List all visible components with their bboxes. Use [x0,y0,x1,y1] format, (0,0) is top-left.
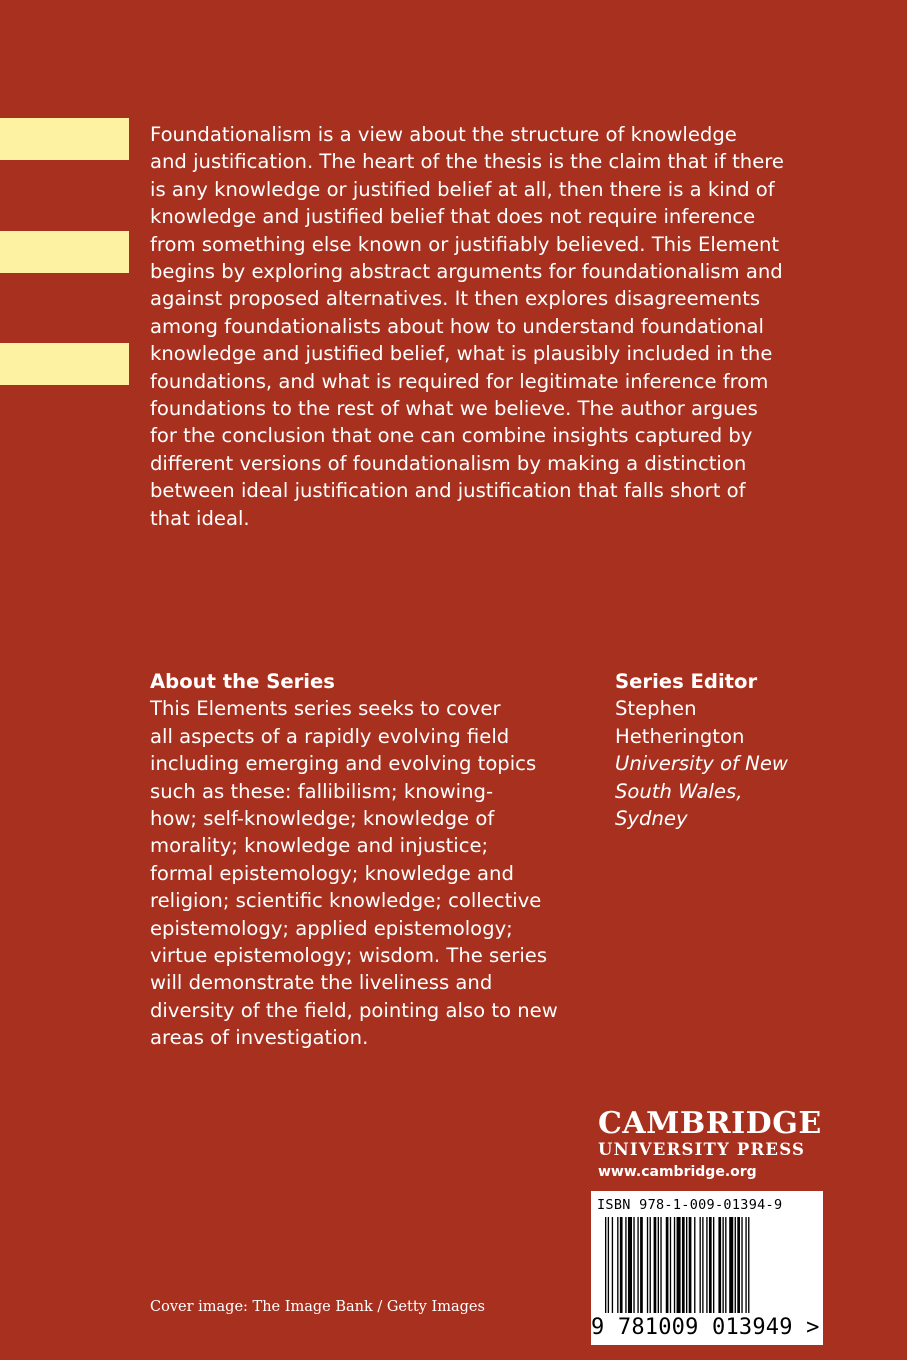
description-line: knowledge and justified belief, what is plausibly included in the [150,342,773,366]
description-line: Foundationalism is a view about the structure of knowledge [150,123,737,146]
description-line: is any knowledge or justified belief at all, then there is a kind of [150,177,775,201]
publisher-logo [598,1108,824,1182]
description-line: different versions of foundationalism by making a distinction [150,451,747,475]
series-editor-section [615,668,855,832]
editor-affiliation-line: South Wales, [615,779,743,803]
series-line: epistemology; applied epistemology; [150,916,513,940]
description-line: between ideal justification and justification that falls short of [150,479,746,503]
series-line: formal epistemology; knowledge and [150,861,514,885]
series-line: how; self-knowledge; knowledge of [150,807,495,831]
publisher-url: www.cambridge.org [598,1164,757,1180]
series-editor-heading: Series Editor [615,670,758,693]
publisher-name: CAMBRIDGE [598,1106,822,1141]
cover-image-credit: Cover image: The Image Bank / Getty Images [150,1299,485,1315]
description-line: foundations, and what is required for legitimate inference from [150,369,769,393]
editor-name-line: Hetherington [615,724,745,748]
series-line: areas of investigation. [150,1026,369,1050]
book-description [150,121,850,532]
series-line: diversity of the field, pointing also to new [150,998,558,1022]
description-line: from something else known or justifiably believed. This Element [150,232,780,256]
description-line: knowledge and justified belief that does not require inference [150,205,756,229]
decorative-bar-bottom [0,343,129,385]
about-series-section [150,668,590,1052]
description-line: against proposed alternatives. It then explores disagreements [150,287,761,311]
description-line: begins by exploring abstract arguments for foundationalism and [150,260,783,284]
editor-affiliation-line: Sydney [615,807,688,831]
about-series-heading: About the Series [150,670,335,693]
description-line: foundations to the rest of what we believe. The author argues [150,397,758,421]
series-line: will demonstrate the liveliness and [150,971,493,995]
barcode-digits: 9 781009 013949 > [591,1315,820,1340]
series-line: morality; knowledge and injustice; [150,834,489,858]
editor-affiliation-line: University of New [615,752,788,776]
decorative-bar-middle [0,231,129,273]
publisher-subtitle: UNIVERSITY PRESS [598,1140,806,1159]
editor-name-line: Stephen [615,697,697,721]
description-line: for the conclusion that one can combine insights captured by [150,424,753,448]
series-line: virtue epistemology; wisdom. The series [150,944,548,968]
series-line: such as these: fallibilism; knowing- [150,779,494,803]
description-line: and justification. The heart of the thesis is the claim that if there [150,150,784,174]
barcode-bars [605,1217,809,1313]
series-line: religion; scientific knowledge; collective [150,889,542,913]
series-line: all aspects of a rapidly evolving field [150,724,510,748]
barcode [591,1191,823,1345]
series-line: including emerging and evolving topics [150,752,537,776]
description-line: that ideal. [150,506,250,530]
isbn-label: ISBN 978-1-009-01394-9 [597,1197,783,1213]
description-line: among foundationalists about how to understand foundational [150,314,764,338]
decorative-bar-top [0,118,129,160]
series-line: This Elements series seeks to cover [150,697,501,721]
